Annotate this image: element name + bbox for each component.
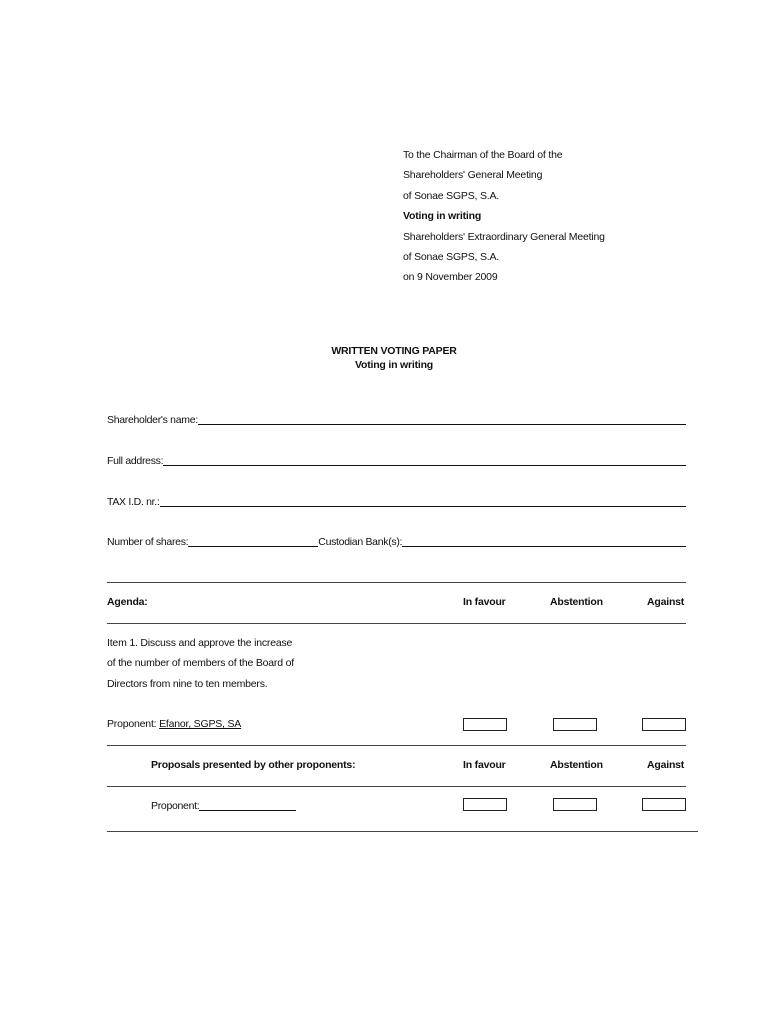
full-address-label: Full address:	[107, 455, 164, 467]
tax-id-input-line[interactable]	[160, 506, 686, 507]
shareholder-name-input-line[interactable]	[198, 424, 686, 425]
table-bottom-divider	[107, 831, 698, 832]
agenda-header: Agenda:	[107, 596, 148, 608]
full-address-input-line[interactable]	[163, 465, 686, 466]
other-in-favour-checkbox[interactable]	[463, 798, 507, 811]
custodian-bank-label: Custodian Bank(s):	[318, 536, 403, 548]
item-1-divider	[107, 745, 686, 746]
other-proposals-divider	[107, 786, 686, 787]
abstention-column-header: Abstention	[550, 596, 603, 608]
document-title: WRITTEN VOTING PAPER	[331, 345, 457, 357]
other-against-column-header: Against	[647, 759, 685, 771]
addressee-line-7: on 9 November 2009	[403, 271, 498, 284]
item-1-proponent-label: Proponent:	[107, 718, 157, 730]
addressee-line-4: Voting in writing	[403, 210, 482, 223]
agenda-item-1-line-3: Directors from nine to ten members.	[107, 677, 268, 690]
header-divider	[107, 623, 686, 624]
against-column-header: Against	[647, 596, 685, 608]
other-proponent-field[interactable]	[151, 798, 296, 812]
document-subtitle: Voting in writing	[354, 359, 434, 371]
other-in-favour-column-header: In favour	[463, 759, 506, 771]
item-1-in-favour-checkbox[interactable]	[463, 718, 507, 731]
item-1-proponent	[107, 718, 241, 730]
tax-id-field[interactable]	[107, 494, 686, 508]
number-of-shares-label: Number of shares:	[107, 536, 189, 548]
agenda-item-1	[107, 636, 294, 697]
table-top-divider	[107, 582, 686, 583]
other-abstention-checkbox[interactable]	[553, 798, 597, 811]
item-1-abstention-checkbox[interactable]	[553, 718, 597, 731]
shares-custodian-row	[107, 534, 686, 548]
item-1-against-checkbox[interactable]	[642, 718, 686, 731]
number-of-shares-input-line[interactable]	[188, 546, 318, 547]
in-favour-column-header: In favour	[463, 596, 506, 608]
full-address-field[interactable]	[107, 453, 686, 467]
addressee-block	[403, 148, 605, 291]
other-proponent-label: Proponent:	[151, 800, 200, 812]
tax-id-label: TAX I.D. nr.:	[107, 496, 160, 508]
other-against-checkbox[interactable]	[642, 798, 686, 811]
agenda-item-1-line-2: of the number of members of the Board of	[107, 657, 294, 670]
addressee-line-3: of Sonae SGPS, S.A.	[403, 189, 500, 202]
addressee-line-6: of Sonae SGPS, S.A.	[403, 250, 500, 263]
other-proponent-input-line[interactable]	[199, 810, 296, 811]
other-proposals-header: Proposals presented by other proponents:	[151, 759, 356, 771]
item-1-proponent-value: Efanor, SGPS, SA	[159, 718, 242, 730]
agenda-item-1-line-1: Item 1. Discuss and approve the increase	[107, 637, 293, 649]
shareholder-name-field[interactable]	[107, 412, 686, 426]
addressee-line-5: Shareholders' Extraordinary General Meeting	[403, 230, 605, 243]
addressee-line-2: Shareholders' General Meeting	[403, 169, 543, 182]
addressee-line-1: To the Chairman of the Board of the	[403, 149, 563, 161]
shareholder-name-label: Shareholder's name:	[107, 414, 198, 426]
custodian-bank-input-line[interactable]	[402, 546, 686, 547]
other-abstention-column-header: Abstention	[550, 759, 603, 771]
